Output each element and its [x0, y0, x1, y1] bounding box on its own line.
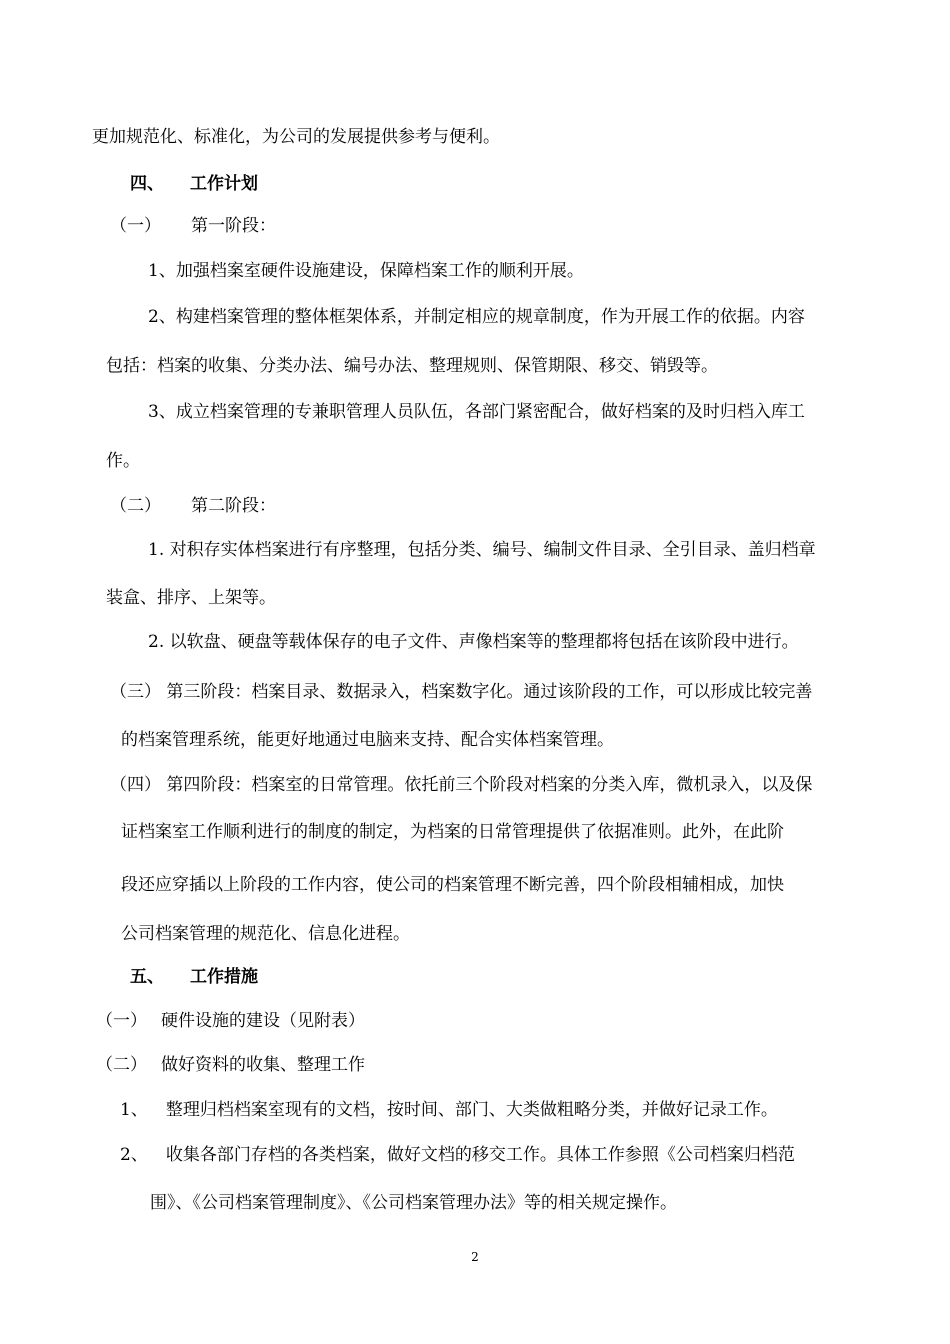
paragraph-line: 更加规范化、标准化，为公司的发展提供参考与便利。 [92, 127, 500, 147]
section-number: 五、 [130, 967, 164, 987]
section-number: 四、 [130, 174, 164, 194]
paragraph-line: 的档案管理系统，能更好地通过电脑来支持、配合实体档案管理。 [121, 730, 614, 750]
measure-item [96, 1009, 365, 1033]
list-item-continuation: 围》、《公司档案管理制度》、《公司档案管理办法》等的相关规定操作。 [150, 1193, 677, 1213]
measure-number: （二） [96, 1055, 147, 1075]
subsection-heading [110, 214, 276, 238]
paragraph-line: 公司档案管理的规范化、信息化进程。 [121, 924, 410, 944]
measure-text: 做好资料的收集、整理工作 [161, 1055, 365, 1075]
list-item: 1、加强档案室硬件设施建设，保障档案工作的顺利开展。 [148, 261, 584, 281]
list-item-continuation: 装盒、排序、上架等。 [106, 588, 276, 608]
paragraph-line: 段还应穿插以上阶段的工作内容，使公司的档案管理不断完善，四个阶段相辅相成，加快 [121, 875, 784, 895]
section-heading-5 [130, 965, 258, 989]
list-item: 3、成立档案管理的专兼职管理人员队伍，各部门紧密配合，做好档案的及时归档入库工 [148, 402, 805, 422]
list-item [120, 1098, 778, 1122]
list-number: 1、 [120, 1100, 148, 1120]
subsection-number: （二） [110, 496, 161, 516]
subsection-title: 第二阶段： [191, 496, 276, 516]
section-title: 工作计划 [190, 174, 258, 194]
list-item: 2、构建档案管理的整体框架体系，并制定相应的规章制度，作为开展工作的依据。内容 [148, 307, 805, 327]
section-title: 工作措施 [190, 967, 258, 987]
measure-number: （一） [96, 1011, 147, 1031]
paragraph-line: 证档案室工作顺利进行的制度的制定，为档案的日常管理提供了依据准则。此外，在此阶 [121, 822, 784, 842]
measure-text: 硬件设施的建设（见附表） [161, 1011, 365, 1031]
paragraph-line: （四） 第四阶段：档案室的日常管理。依托前三个阶段对档案的分类入库，微机录入，以及保 [110, 775, 813, 795]
paragraph-line: （三） 第三阶段：档案目录、数据录入，档案数字化。通过该阶段的工作，可以形成比较完善 [110, 682, 813, 702]
list-item-continuation: 包括：档案的收集、分类办法、编号办法、整理规则、保管期限、移交、销毁等。 [106, 356, 718, 376]
subsection-number: （一） [110, 216, 161, 236]
list-item [120, 1143, 795, 1167]
list-item: 2. 以软盘、硬盘等载体保存的电子文件、声像档案等的整理都将包括在该阶段中进行。 [148, 632, 799, 652]
list-text: 收集各部门存档的各类档案，做好文档的移交工作。具体工作参照《公司档案归档范 [165, 1145, 795, 1165]
list-item-continuation: 作。 [106, 451, 140, 471]
list-number: 2、 [120, 1145, 148, 1165]
list-item: 1. 对积存实体档案进行有序整理，包括分类、编号、编制文件目录、全引目录、盖归档章 [148, 540, 816, 560]
page-number: 2 [471, 1250, 479, 1264]
measure-item [96, 1053, 365, 1077]
subsection-title: 第一阶段： [191, 216, 276, 236]
section-heading-4 [130, 172, 258, 196]
subsection-heading [110, 494, 276, 518]
list-text: 整理归档档案室现有的文档，按时间、部门、大类做粗略分类，并做好记录工作。 [165, 1100, 778, 1120]
